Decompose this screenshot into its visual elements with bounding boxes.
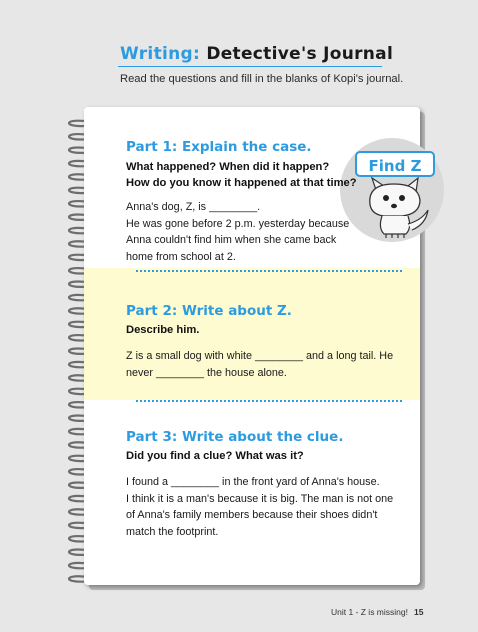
spiral-ring [69, 188, 84, 193]
spiral-ring [69, 201, 84, 206]
spiral-ring [69, 228, 84, 233]
page-footer [331, 607, 423, 617]
spiral-ring [69, 536, 84, 541]
part-1-line: Anna's dog, Z, is ________. [126, 201, 261, 213]
spiral-ring [69, 429, 84, 434]
part-1-question: How do you know it happened at that time? [126, 177, 357, 189]
part-3-line: of Anna's family members because their shoes didn't [126, 509, 378, 521]
spiral-ring [69, 121, 84, 126]
spiral-ring [69, 308, 84, 313]
dotted-divider-top [136, 270, 402, 272]
spiral-ring [69, 482, 84, 487]
spiral-ring [69, 322, 84, 327]
spiral-ring [69, 335, 84, 340]
spiral-ring [69, 415, 84, 420]
header-title-prefix: Writing: [120, 44, 201, 64]
part-1-line: He was gone before 2 p.m. yesterday because [126, 217, 350, 230]
spiral-ring [69, 469, 84, 474]
part-1-question: What happened? When did it happen? [126, 161, 330, 173]
header-divider [118, 66, 382, 67]
spiral-ring [69, 241, 84, 246]
spiral-ring [69, 348, 84, 353]
part-2-section [126, 303, 393, 381]
part-3-title: Part 3: Write about the clue. [126, 429, 344, 445]
spiral-ring [69, 161, 84, 166]
page-number: 15 [414, 607, 424, 617]
part-2-title: Part 2: Write about Z. [126, 303, 292, 319]
part-3-line: I think it is a man's because it is big. The man is not one [126, 492, 394, 505]
part-2-line: never ________ the house alone. [126, 366, 287, 379]
spiral-ring [69, 549, 84, 554]
spiral-ring [69, 523, 84, 528]
spiral-ring [69, 402, 84, 407]
part-1-line: home from school at 2. [126, 250, 236, 263]
part-2-question: Describe him. [126, 324, 200, 336]
part-1-line: Anna couldn't find him when she came back [126, 234, 337, 246]
part-3-question: Did you find a clue? What was it? [126, 450, 304, 462]
spiral-ring [69, 295, 84, 300]
spiral-ring [69, 509, 84, 514]
spiral-ring [69, 214, 84, 219]
spiral-ring [69, 174, 84, 179]
dog-icon [362, 176, 436, 238]
spiral-ring [69, 375, 84, 380]
header-title-main: Detective's Journal [206, 44, 394, 64]
spiral-ring [69, 456, 84, 461]
spiral-ring [69, 576, 84, 581]
part-3-section [126, 429, 393, 540]
dotted-divider-bottom [136, 400, 402, 402]
find-z-badge: Find Z [355, 151, 435, 177]
spiral-ring [69, 147, 84, 152]
part-1-section [126, 139, 357, 265]
footer-unit: Unit 1 - Z is missing! [331, 607, 408, 617]
spiral-ring [69, 255, 84, 260]
spiral-ring [69, 563, 84, 568]
spiral-ring [69, 389, 84, 394]
spiral-binding [62, 117, 92, 587]
spiral-ring [69, 268, 84, 273]
spiral-ring [69, 362, 84, 367]
part-1-title: Part 1: Explain the case. [126, 139, 312, 155]
header-title [120, 44, 393, 64]
part-2-line: Z is a small dog with white ________ and a long tail. He [126, 350, 394, 362]
part-3-line: match the footprint. [126, 525, 219, 538]
spiral-ring [69, 134, 84, 139]
part-3-line: I found a ________ in the front yard of Anna's house. [126, 476, 380, 488]
spiral-ring [69, 496, 84, 501]
spiral-ring [69, 442, 84, 447]
instructions-text: Read the questions and fill in the blanks of Kopi's journal. [120, 73, 404, 85]
spiral-ring [69, 281, 84, 286]
